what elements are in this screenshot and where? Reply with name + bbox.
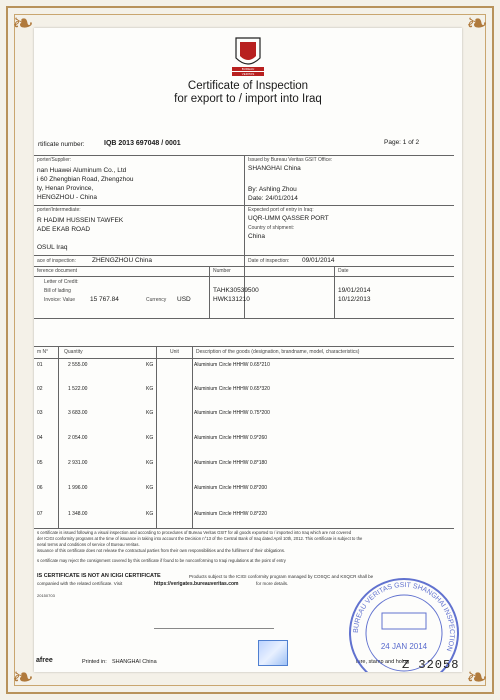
stamp-date: 24 JAN 2014 — [380, 642, 428, 651]
legal-line: neral terms and conditions of service of Bureau Veritas. — [37, 542, 140, 547]
exporter-line: HENGZHOU - China — [37, 194, 97, 201]
quantity: 1 348.00 — [68, 511, 88, 517]
exporter-line: nan Huawei Aluminum Co., Ltd — [37, 167, 127, 174]
unit: KG — [146, 511, 154, 517]
bureau-veritas-logo-icon — [231, 34, 265, 78]
printed-label: Printed in: — [82, 659, 107, 665]
certificate-number: IQB 2013 697048 / 0001 — [104, 140, 181, 147]
quantity: 2 931.00 — [68, 460, 88, 466]
legal-line: s certificate is issued following a visual inspection and according to procedures of Bureau Veritas GSIT for all goods exported to / imported into Iraq which are not covered — [37, 530, 352, 535]
quantity: 1 996.00 — [68, 485, 88, 491]
goods-description: Aluminium Circle HHHW 0.65*320 — [194, 386, 270, 392]
certificate-subtitle: for export to / import into Iraq — [174, 93, 322, 105]
signature-stamp-label: ture, stamp and holog — [356, 659, 410, 665]
invoice-value: 15 767.84 — [90, 296, 119, 303]
goods-description: Aluminium Circle HHHW 0.75*200 — [194, 410, 270, 416]
bill-of-lading-date: 19/01/2014 — [338, 287, 371, 294]
logo-text-top: BUREAU — [241, 67, 255, 72]
verigates-link[interactable]: https://verigates.bureauveritas.com — [154, 581, 239, 587]
inspection-place: ZHENGZHOU China — [92, 257, 152, 264]
importer-label: porter/Intermediate: — [37, 207, 81, 213]
currency-label: Currency — [146, 297, 167, 303]
item-number: 03 — [37, 410, 43, 416]
legal-text — [37, 530, 457, 564]
goods-description: Aluminium Circle HHHW 0.9*260 — [194, 435, 268, 441]
bill-of-lading-number: TAHK30539500 — [213, 287, 259, 294]
corner-ornament-icon: ❧ — [466, 8, 488, 38]
letter-of-credit-label: Letter of Credit: — [44, 279, 79, 285]
inspection-date: 09/01/2014 — [302, 257, 335, 264]
currency: USD — [177, 296, 191, 303]
unit-header: Unit — [170, 349, 179, 355]
invoice-value-label: Invoice: Value — [44, 297, 76, 303]
item-number: 05 — [37, 460, 43, 466]
form-code: 20150703 — [37, 593, 55, 598]
entry-port: UQR-UMM QASSER PORT — [248, 215, 329, 222]
exporter-label: porter/Supplier: — [37, 157, 72, 163]
corner-ornament-icon: ❧ — [12, 8, 34, 38]
certificate-document — [34, 28, 462, 672]
bill-of-lading-label: Bill of lading — [44, 288, 71, 294]
invoice-number: HWK131210 — [213, 296, 250, 303]
issue-date: Date: 24/01/2014 — [248, 195, 298, 202]
reference-label: ference document — [37, 268, 78, 274]
serial-number: Z 32058 — [402, 658, 460, 672]
goods-description: Aluminium Circle HHHW 0.65*210 — [194, 362, 270, 368]
importer-line: R HADIM HUSSEIN TAWFEK — [37, 217, 124, 224]
logo-text-bottom: VERITAS — [241, 72, 255, 77]
reference-number-label: Number — [213, 268, 231, 274]
quantity-header: Quantity — [64, 349, 83, 355]
invoice-date: 10/12/2013 — [338, 296, 371, 303]
goods-description: Aluminium Circle HHHW 0.8*220 — [194, 511, 268, 517]
unit: KG — [146, 435, 154, 441]
certificate-number-label: rtificate number: — [38, 141, 85, 148]
country-label: Country of shipment: — [248, 225, 295, 231]
notice-text: for more details. — [256, 581, 289, 586]
quantity: 3 683.00 — [68, 410, 88, 416]
country-of-shipment: China — [248, 233, 265, 240]
legal-line: s certificate may reject the consignment covered by this certificate if found to be nonconforming to Iraqi regulations at the point of entry — [37, 558, 286, 563]
issued-by: By: Ashling Zhou — [248, 186, 297, 193]
corner-ornament-icon: ❧ — [466, 662, 488, 692]
inspection-place-label: ace of inspection: — [37, 258, 76, 264]
page-number: Page: 1 of 2 — [384, 139, 420, 146]
unit: KG — [146, 460, 154, 466]
stamp-ring-text: BUREAU VERITAS GSIT SHANGHAI INSPECTION — [352, 581, 456, 653]
quantity: 2 054.00 — [68, 435, 88, 441]
exporter-line: i 60 Zhengbian Road, Zhengzhou — [37, 176, 134, 183]
importer-line: OSUL Iraq — [37, 244, 68, 251]
item-header: m N° — [37, 349, 49, 355]
exporter-line: ty, Henan Province, — [37, 185, 94, 192]
item-number: 01 — [37, 362, 43, 368]
quantity: 2 555.00 — [68, 362, 88, 368]
quantity: 1 522.00 — [68, 386, 88, 392]
item-number: 04 — [37, 435, 43, 441]
item-number: 07 — [37, 511, 43, 517]
notice-text: companied with the related certificate. Visit — [37, 581, 123, 586]
hologram-icon — [258, 640, 288, 666]
reference-date-label: Date — [338, 268, 349, 274]
item-number: 02 — [37, 386, 43, 392]
description-header: Description of the goods (designation, brandname, model, characteristics) — [196, 349, 360, 355]
legal-line: issuance of this certificate does not release the contractual parties from their own responsibilities and the fulfilment of their obligations. — [37, 548, 286, 553]
importer-line: ADE EKAB ROAD — [37, 226, 91, 233]
goods-description: Aluminium Circle HHHW 0.8*180 — [194, 460, 268, 466]
printed-location: SHANGHAI China — [112, 659, 157, 665]
unit: KG — [146, 485, 154, 491]
legal-line: der ICIGI conformity programs at the time of issuance in taking into account the Decision n°13 of the Central Bank of Iraq dated April 10th, 2012. This certificate is subject to the — [37, 536, 363, 541]
unit: KG — [146, 410, 154, 416]
certificate-title: Certificate of Inspection — [187, 80, 309, 92]
issued-office: SHANGHAI China — [248, 165, 301, 172]
notice-heading: IS CERTIFICATE IS NOT AN ICIGI CERTIFICATE — [37, 573, 161, 579]
footer-brand: afree — [36, 657, 53, 664]
unit: KG — [146, 386, 154, 392]
unit: KG — [146, 362, 154, 368]
issued-by-label: Issued by Bureau Veritas GSIT Office: — [248, 157, 333, 163]
notice-text: Products subject to the ICIGI conformity program managed by COSQC and KSQCR shall be — [189, 574, 374, 579]
entry-port-label: Expected port of entry in Iraq: — [248, 207, 314, 213]
corner-ornament-icon: ❧ — [12, 662, 34, 692]
item-number: 06 — [37, 485, 43, 491]
inspection-date-label: Date of inspection: — [248, 258, 290, 264]
goods-description: Aluminium Circle HHHW 0.8*200 — [194, 485, 268, 491]
